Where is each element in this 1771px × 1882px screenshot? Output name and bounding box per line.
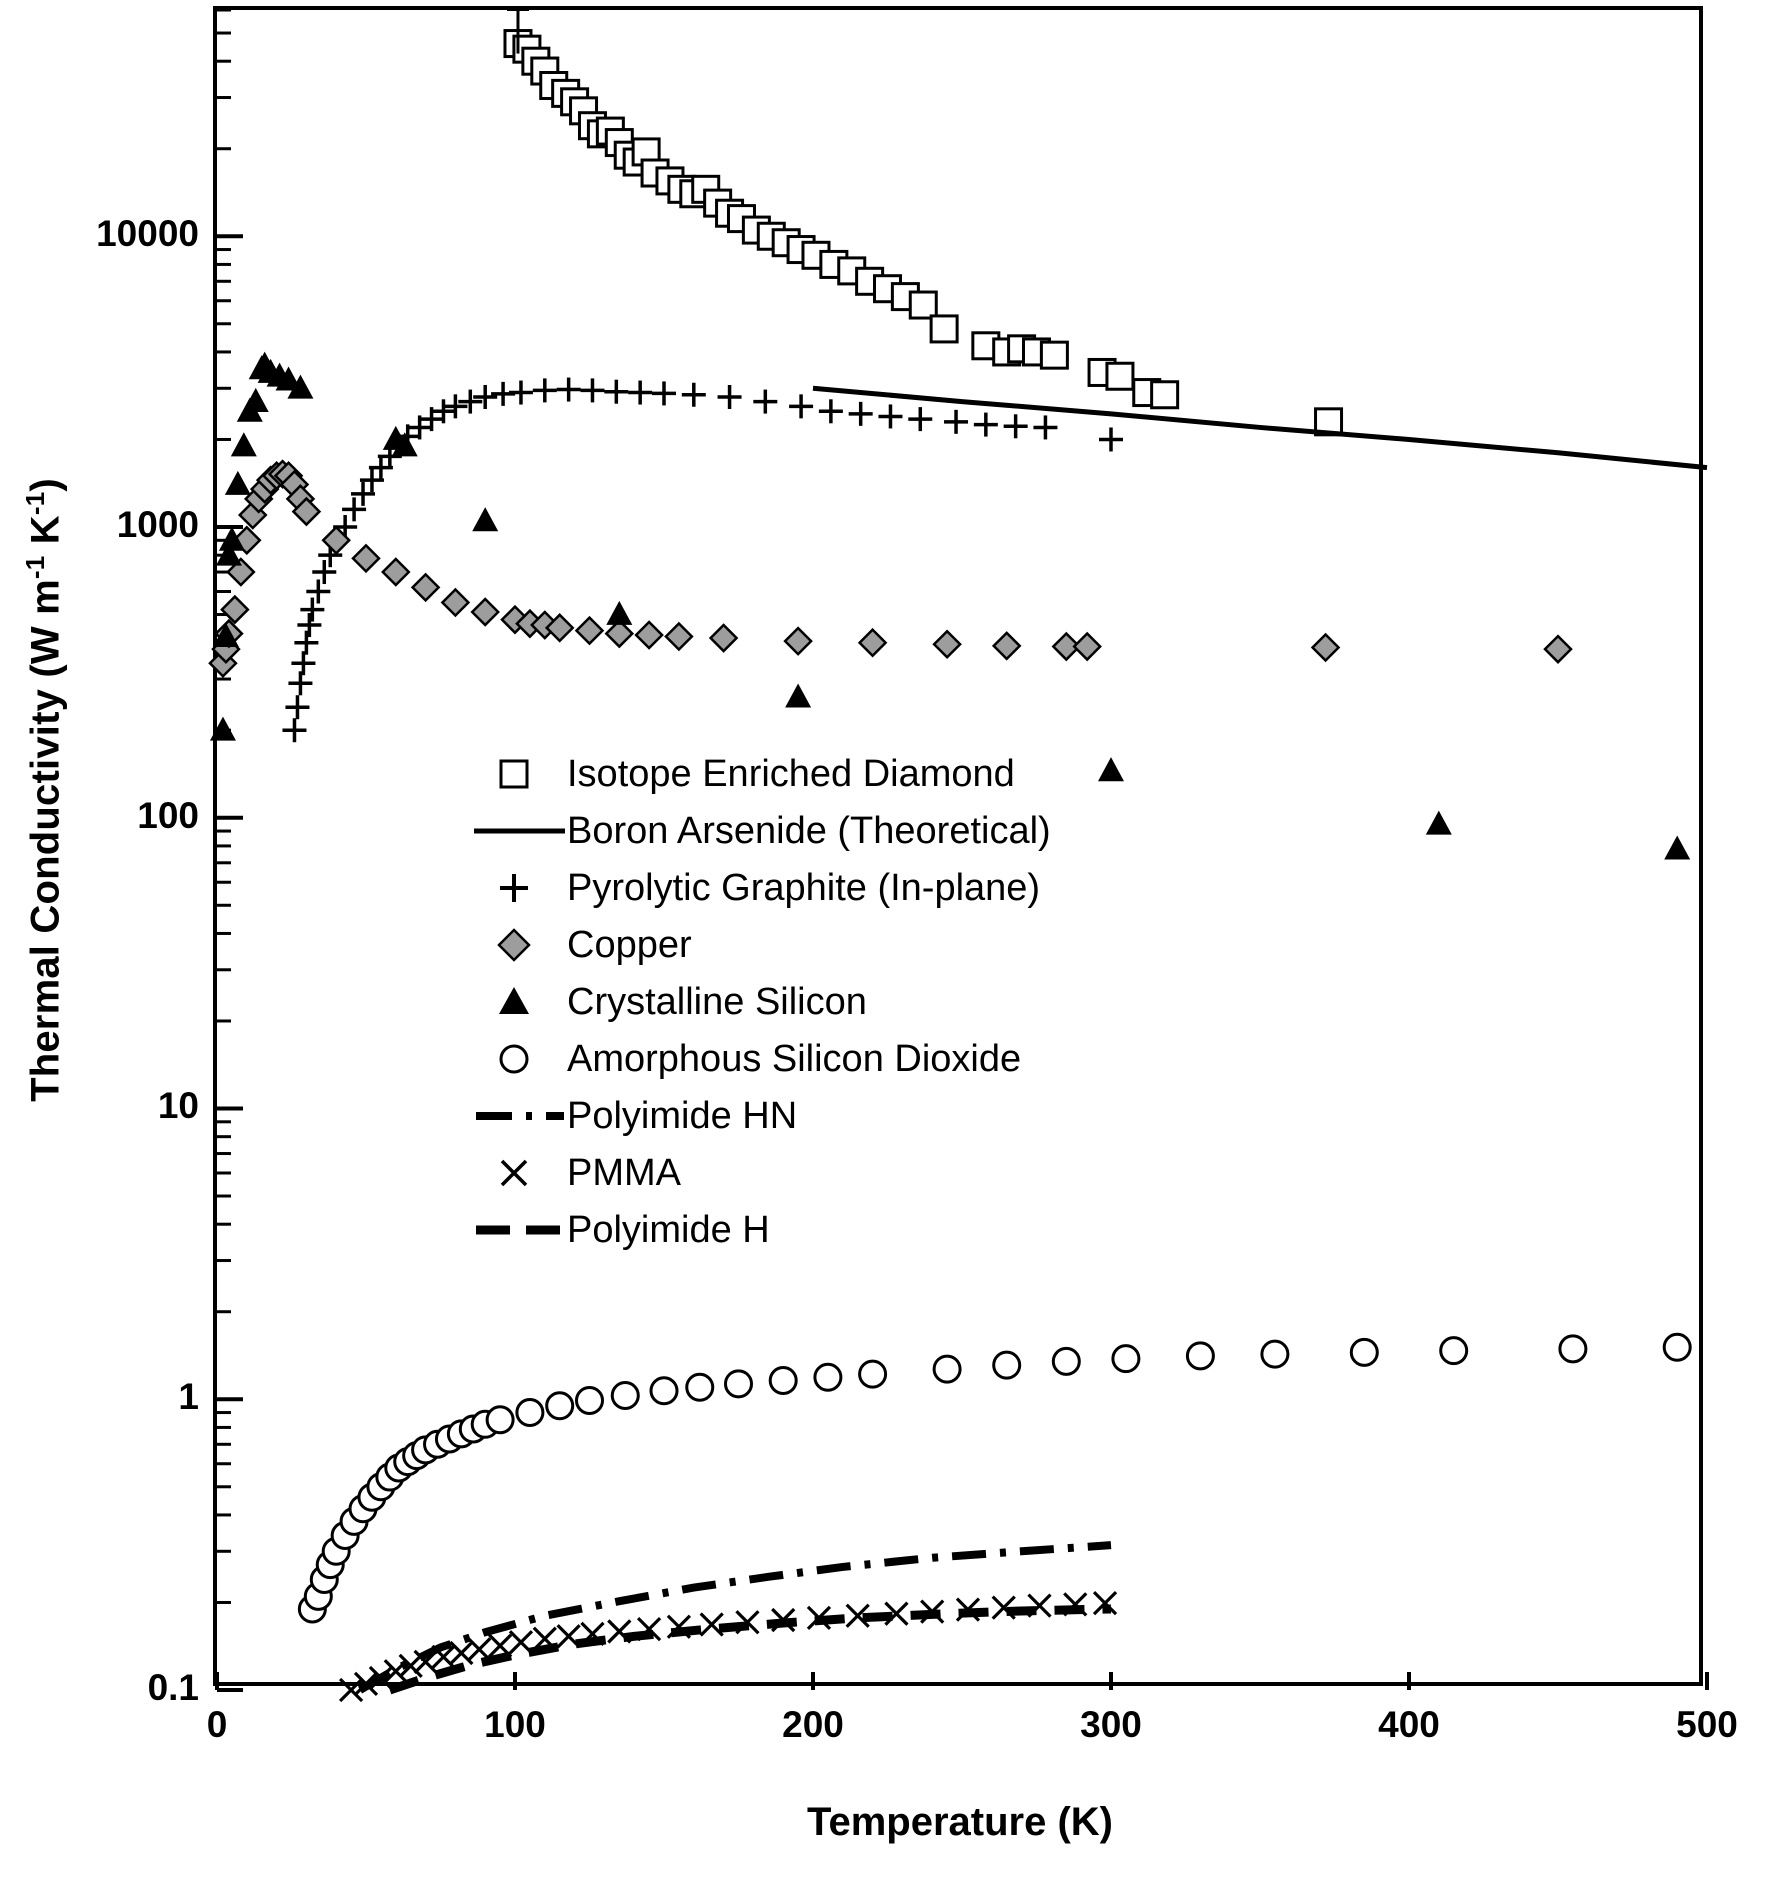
data-point [291, 651, 315, 675]
data-point [753, 390, 777, 414]
data-point [860, 1361, 886, 1387]
legend-marker-open-circle [472, 1030, 567, 1087]
data-point [222, 597, 248, 623]
data-point [1545, 636, 1571, 662]
data-point [472, 599, 498, 625]
x-axis-title: Temperature (K) [807, 1800, 1113, 1844]
data-point [1053, 1348, 1079, 1374]
x-tick-label: 500 [1676, 1704, 1738, 1745]
legend-item [472, 916, 1302, 973]
legend-label: Isotope Enriched Diamond [567, 752, 1015, 795]
data-point [443, 394, 467, 418]
chart-legend [472, 745, 1302, 1258]
data-point [770, 1368, 796, 1394]
data-point [666, 624, 692, 650]
legend-label: Copper [567, 923, 692, 966]
data-point [300, 598, 324, 622]
data-point [580, 378, 604, 402]
data-point [652, 381, 676, 405]
series-isotope-enriched-diamond [505, 31, 1342, 435]
data-point [577, 1388, 603, 1414]
data-point [1664, 1334, 1690, 1360]
x-tick-label: 200 [782, 1704, 844, 1745]
data-point [1664, 835, 1690, 859]
data-point [934, 1356, 960, 1382]
legend-marker-filled-triangle [472, 973, 567, 1030]
data-point [908, 407, 932, 431]
y-tick-label: 1 [178, 1376, 199, 1418]
legend-marker-cross [472, 1144, 567, 1201]
data-point [312, 560, 336, 584]
data-point [931, 316, 957, 342]
x-tick-label: 100 [484, 1704, 546, 1745]
legend-label: Amorphous Silicon Dioxide [567, 1037, 1022, 1080]
series-copper [210, 461, 1571, 676]
data-point [383, 559, 409, 585]
y-axis-title [14, 30, 74, 1550]
legend-label: Polyimide HN [567, 1094, 798, 1137]
data-point [472, 507, 498, 531]
data-point [288, 671, 312, 695]
data-point [994, 1352, 1020, 1378]
data-point [726, 1371, 752, 1397]
data-point [612, 1383, 638, 1409]
data-point [1262, 1341, 1288, 1367]
legend-item [472, 1201, 1302, 1258]
y-tick-label: 1000 [116, 503, 199, 545]
data-point [243, 388, 269, 412]
plot-area [96, 6, 1738, 1745]
legend-item [472, 745, 1302, 802]
series-line [360, 1545, 1111, 1690]
data-point [718, 385, 742, 409]
data-point [785, 683, 811, 707]
data-point [413, 574, 439, 600]
legend-label: Pyrolytic Graphite (In-plane) [567, 866, 1041, 909]
legend-label: Boron Arsenide (Theoretical) [567, 809, 1051, 852]
series-polyimide-hn [360, 1545, 1111, 1690]
data-point [1041, 342, 1067, 368]
data-point [934, 631, 960, 657]
data-point [442, 589, 468, 615]
data-point [294, 631, 318, 655]
data-point [651, 1378, 677, 1404]
data-point [636, 622, 662, 648]
data-point [487, 1407, 513, 1433]
data-point [604, 380, 628, 404]
data-point [1441, 1338, 1467, 1364]
y-tick-label: 10 [157, 1085, 199, 1127]
y-tick-label: 10000 [96, 213, 199, 255]
data-point [1107, 363, 1133, 389]
legend-marker-dash-dot-line [472, 1087, 567, 1144]
data-point [878, 404, 902, 428]
data-point [687, 1374, 713, 1400]
data-point [225, 471, 251, 495]
legend-item [472, 1030, 1302, 1087]
data-point [606, 601, 632, 625]
data-point [974, 413, 998, 437]
data-point [282, 718, 306, 742]
data-point [819, 399, 843, 423]
data-point [231, 432, 257, 456]
data-point [557, 378, 581, 402]
series-boron-arsenide-theoretical [813, 388, 1707, 467]
legend-marker-dashed-line [472, 1201, 567, 1258]
data-point [944, 410, 968, 434]
data-point [533, 378, 557, 402]
legend-marker-gray-diamond [472, 916, 567, 973]
data-point [458, 390, 482, 414]
data-point [1113, 1346, 1139, 1372]
y-tick-label: 0.1 [147, 1667, 199, 1708]
data-point [1152, 382, 1178, 408]
data-point [711, 625, 737, 651]
x-tick-label: 0 [206, 1704, 228, 1745]
series-pyrolytic-graphite-in-plane [282, 378, 1123, 743]
y-axis-title-text: Thermal Conductivity (W $m^{-1}$ $K^{-1}$) [19, 478, 68, 1102]
data-point [815, 1364, 841, 1390]
legend-marker-open-square [472, 745, 567, 802]
x-tick-label: 400 [1378, 1704, 1440, 1745]
data-point [849, 402, 873, 426]
data-point [1351, 1339, 1377, 1365]
data-point [628, 381, 652, 405]
data-point [547, 1393, 573, 1419]
data-point [785, 628, 811, 654]
data-point [285, 695, 309, 719]
data-point [1004, 414, 1028, 438]
legend-item [472, 1087, 1302, 1144]
series-pmma [340, 1592, 1116, 1701]
data-point [994, 633, 1020, 659]
data-point [509, 381, 533, 405]
series-amorphous-silicon-dioxide [299, 1334, 1690, 1622]
legend-label: Crystalline Silicon [567, 980, 867, 1023]
series-line [813, 388, 1707, 467]
legend-label: Polyimide H [567, 1208, 770, 1251]
legend-marker-solid-line [472, 802, 567, 859]
data-point [353, 545, 379, 571]
x-tick-label: 300 [1080, 1704, 1142, 1745]
data-point [789, 394, 813, 418]
data-point [1560, 1336, 1586, 1362]
data-point [297, 613, 321, 637]
legend-marker-plus [472, 859, 567, 916]
data-point [473, 385, 497, 409]
data-point [577, 618, 603, 644]
data-point [1187, 1343, 1213, 1369]
data-point [1099, 427, 1123, 451]
y-tick-label: 100 [137, 794, 199, 836]
data-point [1074, 634, 1100, 660]
data-point [210, 717, 236, 741]
data-point [1313, 635, 1339, 661]
data-point [910, 292, 936, 318]
data-point [306, 580, 330, 604]
data-point [682, 383, 706, 407]
legend-item [472, 1144, 1302, 1201]
data-point [1033, 415, 1057, 439]
data-point [860, 630, 886, 656]
legend-item [472, 859, 1302, 916]
legend-item [472, 973, 1302, 1030]
legend-item [472, 802, 1302, 859]
legend-label: PMMA [567, 1151, 681, 1194]
data-point [517, 1400, 543, 1426]
data-point [1426, 811, 1452, 835]
